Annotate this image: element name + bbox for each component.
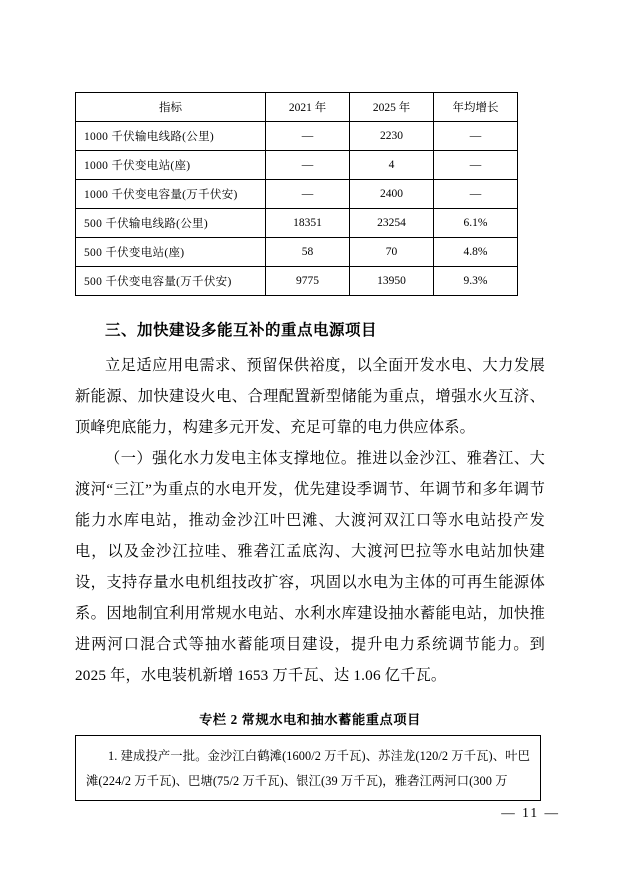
table-cell-value-2021: — (266, 151, 350, 180)
paragraph-hydropower: （一）强化水力发电主体支撑地位。推进以金沙江、雅砻江、大渡河“三江”为重点的水电开发，优先建设季调节、年调节和多年调节能力水库电站，推动金沙江叶巴滩、大渡河双江口等水电站投产发电，以及金沙江拉哇、雅砻江孟底沟、大渡河巴拉等水电站加快建设，支持存量水电机组技改扩容，巩固以水电为主体的可再生能源体系。因地制宜利用常规水电站、水利水库建设抽水蓄能电站，加快推进两河口混合式等抽水蓄能项目建设，提升电力系统调节能力。到 2025 年，水电装机新增 1653 万千瓦、达 1.06 亿千瓦。 (75, 450, 545, 684)
table-cell-label: 500 千伏变电站(座) (76, 238, 266, 267)
table-column-header-2025: 2025 年 (350, 93, 434, 122)
callout-paragraph: 1. 建成投产一批。金沙江白鹤滩(1600/2 万千瓦)、苏洼龙(120/2 万千瓦)、叶巴滩(224/2 万千瓦)、巴塘(75/2 万千瓦)、银江(39 万千瓦)，雅砻江两河口(300 万 (86, 749, 530, 788)
table-row (76, 151, 518, 180)
table-cell-value-2025: 2230 (350, 122, 434, 151)
table-cell-value-2021: — (266, 180, 350, 209)
table-column-header-indicator: 指标 (76, 93, 266, 122)
callout-title: 专栏 2 常规水电和抽水蓄能重点项目 (199, 712, 421, 727)
table-cell-value-growth: 6.1% (434, 209, 518, 238)
table-row (76, 267, 518, 296)
electric-grid-indicator-table (75, 92, 518, 296)
table-cell-label: 1000 千伏输电线路(公里) (76, 122, 266, 151)
table-cell-label: 500 千伏变电容量(万千伏安) (76, 267, 266, 296)
section-heading: 三、加快建设多能互补的重点电源项目 (105, 322, 378, 339)
table-cell-value-growth: 4.8% (434, 238, 518, 267)
table-cell-value-growth: — (434, 122, 518, 151)
table-cell-value-growth: — (434, 151, 518, 180)
page-number: — 11 — (501, 805, 560, 820)
table-cell-value-growth: — (434, 180, 518, 209)
table-cell-value-2025: 13950 (350, 267, 434, 296)
table-cell-value-2021: 9775 (266, 267, 350, 296)
table-column-header-growth: 年均增长 (434, 93, 518, 122)
table-cell-value-2025: 2400 (350, 180, 434, 209)
table-row (76, 122, 518, 151)
table-cell-value-2021: — (266, 122, 350, 151)
table-cell-value-2025: 4 (350, 151, 434, 180)
table-column-header-2021: 2021 年 (266, 93, 350, 122)
paragraph-overview: 立足适应用电需求、预留保供裕度，以全面开发水电、大力发展新能源、加快建设火电、合理配置新型储能为重点，增强水火互济、顶峰兜底能力，构建多元开发、充足可靠的电力供应体系。 (75, 357, 545, 436)
table-cell-label: 1000 千伏变电容量(万千伏安) (76, 180, 266, 209)
callout-box (75, 735, 541, 801)
table-header-row (76, 93, 518, 122)
table-cell-label: 1000 千伏变电站(座) (76, 151, 266, 180)
table-cell-value-growth: 9.3% (434, 267, 518, 296)
table-cell-value-2025: 23254 (350, 209, 434, 238)
table-row (76, 209, 518, 238)
table-row (76, 238, 518, 267)
page-content (75, 92, 545, 801)
table-row (76, 180, 518, 209)
table-cell-value-2025: 70 (350, 238, 434, 267)
table-cell-value-2021: 18351 (266, 209, 350, 238)
table-cell-value-2021: 58 (266, 238, 350, 267)
table-cell-label: 500 千伏输电线路(公里) (76, 209, 266, 238)
